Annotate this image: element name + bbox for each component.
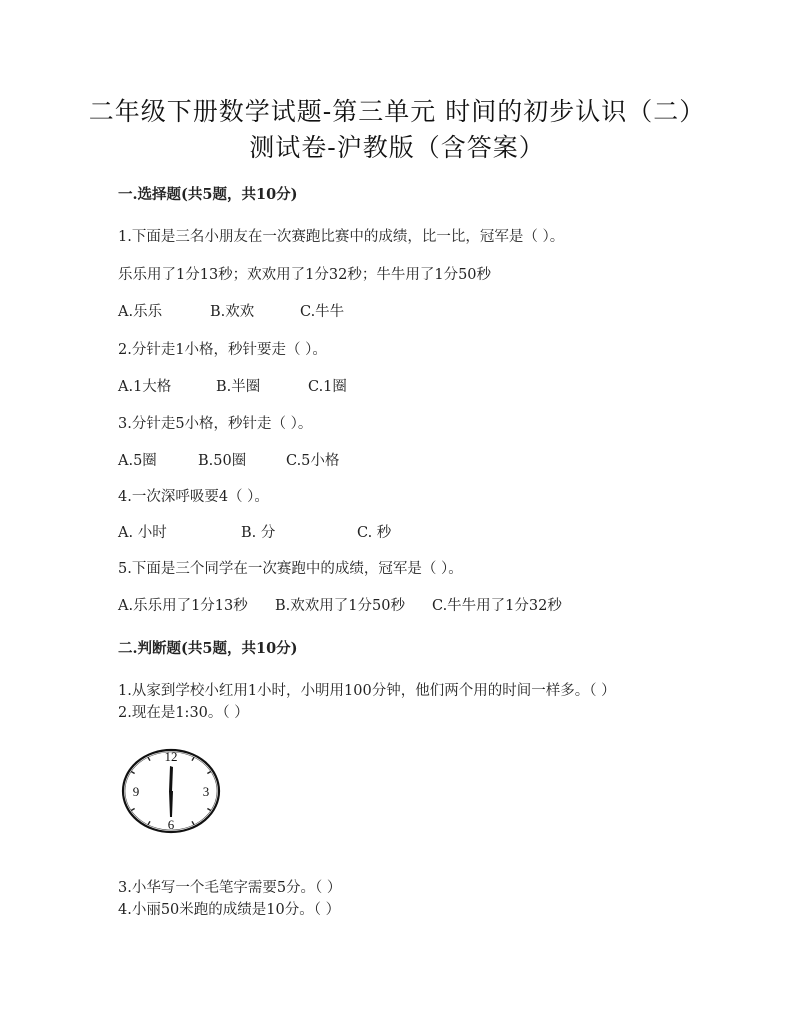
judge-q3: 3.小华写一个毛笔字需要5分。（ ） — [118, 880, 342, 896]
q5-text: 5.下面是三个同学在一次赛跑中的成绩，冠军是（ ）。 — [118, 561, 463, 577]
q4-option-b: B. 分 — [241, 525, 276, 541]
judge-q2: 2.现在是1:30。（ ） — [118, 705, 249, 721]
q3-options — [118, 449, 339, 470]
q4-options — [118, 521, 391, 542]
clock-minute-hand — [169, 766, 173, 792]
clock-label-12: 12 — [164, 749, 178, 764]
clock-tick — [207, 809, 210, 811]
clock-tick — [148, 757, 150, 760]
clock-tick — [131, 809, 134, 811]
clock-tick — [192, 821, 194, 824]
judge-q4: 4.小丽50米跑的成绩是10分。（ ） — [118, 902, 341, 918]
q1-option-c: C.牛牛 — [300, 304, 345, 320]
section2-heading: 二.判断题(共5题，共10分) — [118, 640, 298, 657]
clock-label-6: 6 — [167, 817, 175, 832]
clock-tick — [207, 772, 210, 774]
q5-option-c: C.牛牛用了1分32秒 — [432, 598, 562, 614]
q3-option-c: C.5小格 — [286, 453, 340, 469]
q5-option-b: B.欢欢用了1分50秒 — [275, 598, 405, 614]
q4-text: 4.一次深呼吸要4（ ）。 — [118, 489, 269, 505]
q1-option-b: B.欢欢 — [210, 304, 255, 320]
q4-option-c: C. 秒 — [357, 525, 392, 541]
judge-q1: 1.从家到学校小红用1小时，小明用100分钟，他们两个用的时间一样多。（ ） — [118, 683, 616, 699]
section1-heading: 一.选择题(共5题，共10分) — [118, 186, 298, 203]
clock-label-3: 3 — [202, 784, 210, 799]
q1-option-a: A.乐乐 — [118, 304, 163, 320]
q1-detail: 乐乐用了1分13秒；欢欢用了1分32秒；牛牛用了1分50秒 — [118, 267, 492, 283]
clock-tick — [148, 821, 150, 824]
q1-text: 1.下面是三名小朋友在一次赛跑比赛中的成绩，比一比，冠军是（ ）。 — [118, 229, 565, 245]
q4-option-a: A. 小时 — [118, 525, 167, 541]
q3-option-b: B.50圈 — [198, 453, 247, 469]
q1-options — [118, 300, 344, 321]
q3-option-a: A.5圈 — [118, 453, 157, 469]
q5-options — [118, 594, 562, 615]
doc-title-line1: 二年级下册数学试题-第三单元 时间的初步认识（二） — [88, 97, 706, 126]
clock-tick — [192, 757, 194, 760]
q2-option-c: C.1圈 — [308, 379, 347, 395]
q3-text: 3.分针走5小格，秒针走（ ）。 — [118, 416, 313, 432]
clock-face-icon — [120, 745, 224, 837]
doc-title-line2: 测试卷-沪教版（含答案） — [249, 133, 545, 162]
q2-option-b: B.半圈 — [216, 379, 261, 395]
clock-label-9: 9 — [132, 784, 140, 799]
q2-option-a: A.1大格 — [118, 379, 172, 395]
clock-tick — [131, 772, 134, 774]
clock-hour-hand — [169, 791, 173, 817]
q2-text: 2.分针走1小格，秒针要走（ ）。 — [118, 342, 327, 358]
q5-option-a: A.乐乐用了1分13秒 — [118, 598, 248, 614]
q2-options — [118, 375, 347, 396]
